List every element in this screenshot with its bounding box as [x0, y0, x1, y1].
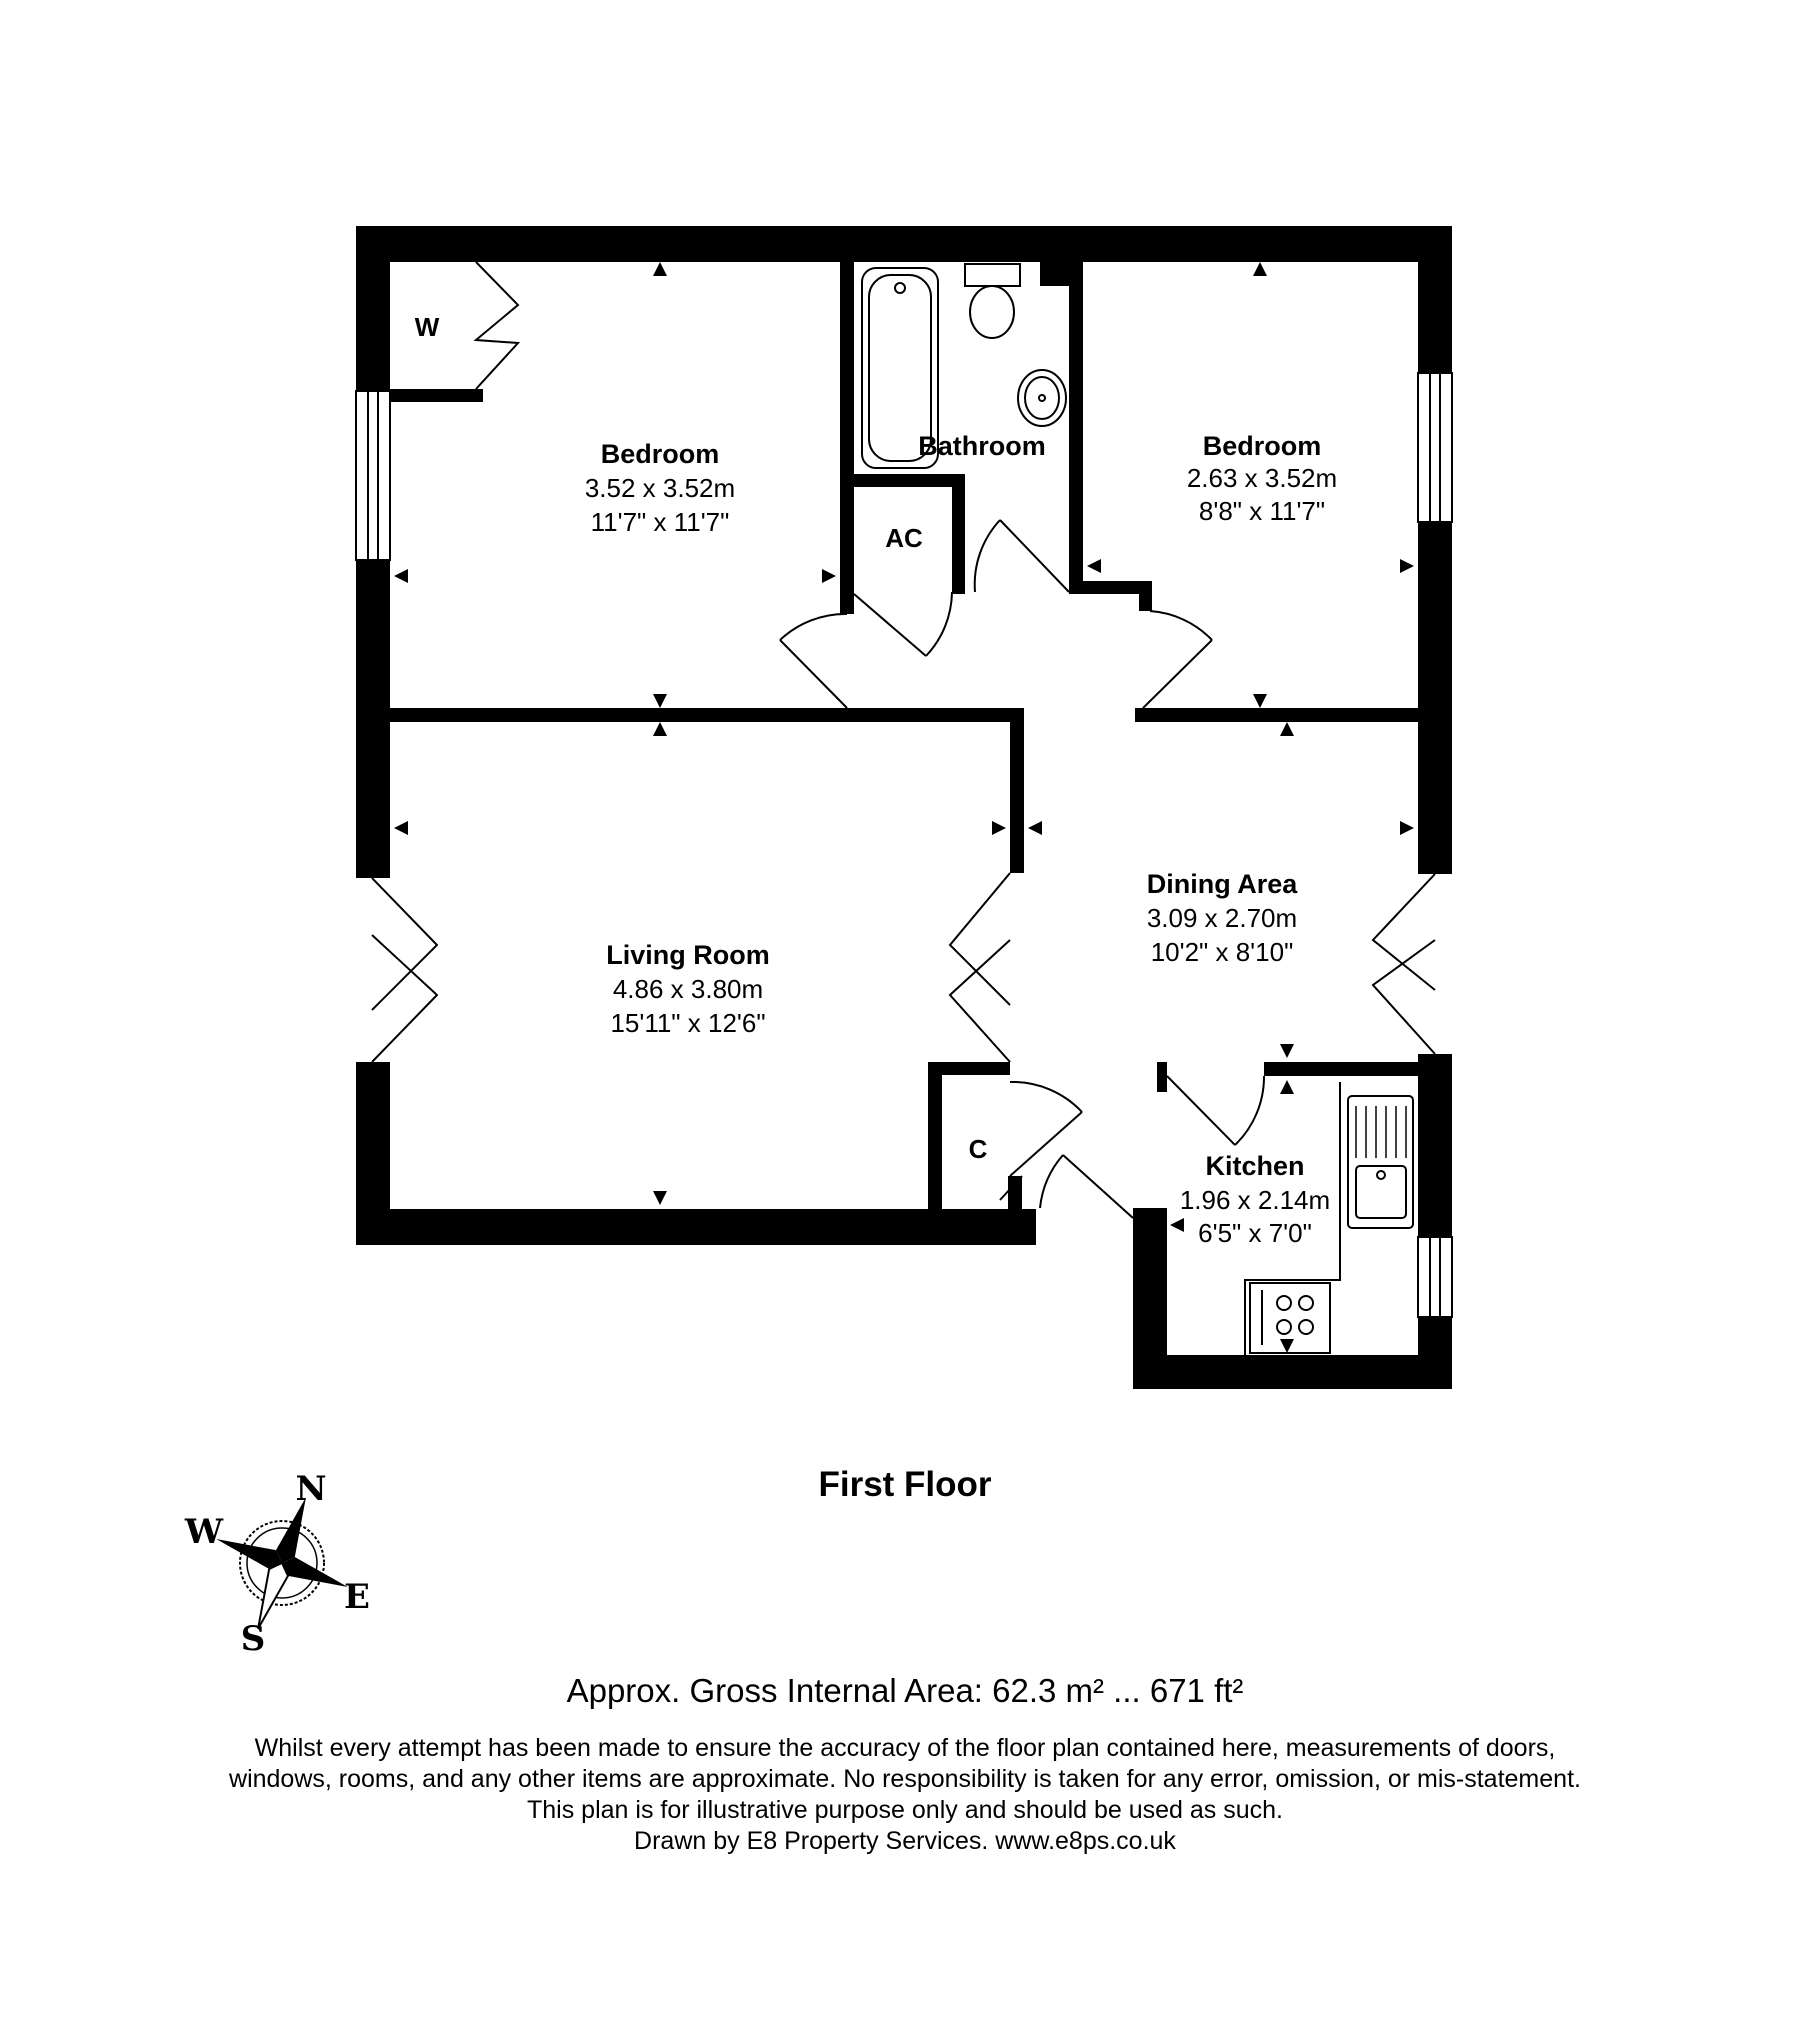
- outer-wall-left-mid: [356, 560, 390, 878]
- bedroom2-imperial: 8'8" x 11'7": [1198, 496, 1326, 526]
- kitchen-imperial: 6'5" x 7'0": [1198, 1218, 1312, 1248]
- partition-dining-kitchen: [1264, 1062, 1418, 1076]
- kitchen-left-stub: [1157, 1062, 1167, 1092]
- kitchen-metric: 1.96 x 2.14m: [1179, 1185, 1331, 1215]
- cupboard-wall-left: [928, 1062, 942, 1212]
- partition-bath-bed2: [1069, 262, 1083, 592]
- compass-north: N: [295, 1469, 327, 1509]
- kitchen-door-leaf: [1167, 1076, 1235, 1145]
- airing-cupboard-label: AC: [885, 523, 923, 553]
- partition-bed2-stub: [1069, 581, 1151, 594]
- dining-area-imperial: 10'2" x 8'10": [1150, 937, 1294, 967]
- toilet-cistern: [965, 264, 1020, 286]
- partition-bed1-bath: [840, 262, 854, 614]
- disclaimer: [0, 1733, 1810, 1857]
- wardrobe-label: W: [414, 312, 440, 342]
- bath-top-stub: [1040, 262, 1070, 286]
- window-bedroom1: [356, 391, 390, 560]
- ac-wall-top: [854, 474, 964, 487]
- bathroom-name: Bathroom: [918, 431, 1046, 461]
- cupboard-label: C: [968, 1134, 988, 1164]
- bedroom2-door-leaf: [1143, 640, 1212, 708]
- outer-wall-right-mid: [1418, 522, 1452, 874]
- dining-area-name: Dining Area: [1146, 869, 1298, 899]
- compass-west: W: [184, 1512, 224, 1552]
- front-door-leaf: [1063, 1155, 1133, 1218]
- compass-south: S: [240, 1619, 266, 1659]
- bedroom1-metric: 3.52 x 3.52m: [584, 473, 736, 503]
- outer-wall-left-upper: [356, 226, 390, 391]
- wardrobe-door: [476, 262, 518, 389]
- partition-bed1-living: [390, 708, 1024, 722]
- outer-wall-bottom-living: [356, 1209, 1036, 1245]
- window-kitchen: [1418, 1237, 1452, 1317]
- bedroom1-door-leaf: [780, 640, 847, 708]
- ac-door-leaf: [854, 594, 926, 656]
- partition-bed2-dining: [1135, 708, 1418, 722]
- dining-area-metric: 3.09 x 2.70m: [1146, 903, 1298, 933]
- bedroom1-imperial: 11'7" x 11'7": [590, 507, 730, 537]
- living-room-imperial: 15'11" x 12'6": [610, 1008, 766, 1038]
- compass-east: E: [344, 1577, 370, 1617]
- disclaimer-line: Whilst every attempt has been made to ensure the accuracy of the floor plan contained here, measurements of doors,: [254, 1734, 1556, 1762]
- window-bedroom2: [1418, 373, 1452, 522]
- fixtures: [862, 264, 1413, 1355]
- kitchen-wall-left: [1133, 1208, 1167, 1389]
- wardrobe-wall: [390, 389, 483, 402]
- kitchen-name: Kitchen: [1205, 1151, 1305, 1181]
- bedroom1-name: Bedroom: [600, 439, 720, 469]
- living-double-door: [950, 873, 1010, 1005]
- gross-internal-area: Approx. Gross Internal Area: 62.3 m² ... 671 ft²: [566, 1672, 1244, 1709]
- bedroom2-metric: 2.63 x 3.52m: [1186, 463, 1338, 493]
- partition-living-hall: [1010, 708, 1024, 873]
- outer-wall-top: [356, 226, 1452, 262]
- bathroom-door-leaf: [1000, 520, 1069, 592]
- ac-wall-right: [952, 474, 965, 594]
- partition-bed2-stub-down: [1139, 581, 1152, 611]
- disclaimer-line: This plan is for illustrative purpose only and should be used as such.: [527, 1796, 1283, 1824]
- living-room-metric: 4.86 x 3.80m: [612, 974, 764, 1004]
- disclaimer-line: windows, rooms, and any other items are approximate. No responsibility is taken for any error, omission, or mis-statement.: [229, 1765, 1581, 1793]
- kitchen-sink: [1348, 1096, 1413, 1228]
- disclaimer-credit: Drawn by E8 Property Services. www.e8ps.co.uk: [634, 1827, 1176, 1855]
- outer-wall-right-kitchen: [1418, 1054, 1452, 1237]
- floor-title: First Floor: [818, 1465, 992, 1504]
- living-room-name: Living Room: [606, 940, 770, 970]
- cupboard-wall-right: [1008, 1176, 1022, 1245]
- bedroom2-name: Bedroom: [1202, 431, 1322, 461]
- cupboard-door-leaf: [1010, 1112, 1082, 1176]
- dining-french-window: [1373, 874, 1435, 990]
- outer-wall-right-upper: [1418, 226, 1452, 373]
- kitchen-wall-bottom: [1133, 1355, 1452, 1389]
- toilet-bowl: [970, 286, 1014, 338]
